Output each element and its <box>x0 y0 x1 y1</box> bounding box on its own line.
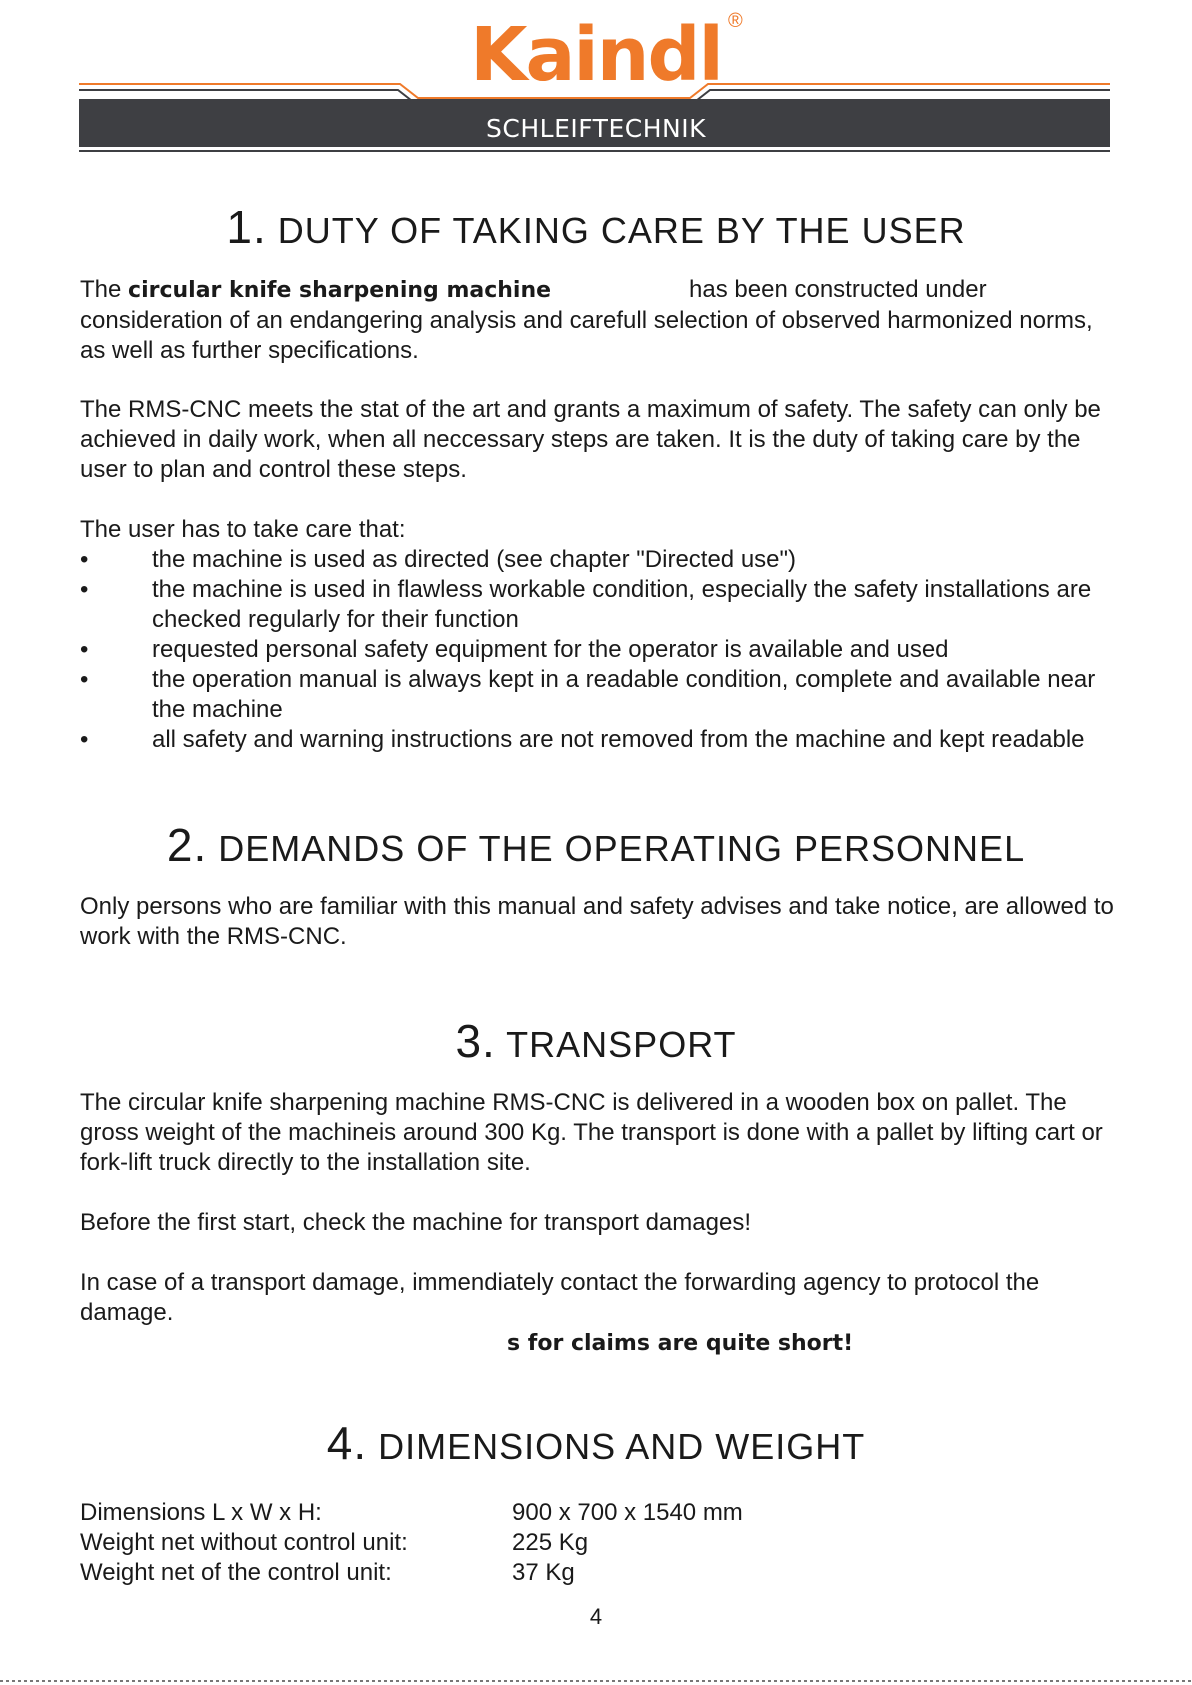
section-4-heading <box>0 1416 1192 1470</box>
spec-key: Weight net of the control unit: <box>80 1559 392 1586</box>
section-3-paragraph-1: The circular knife sharpening machine RMS-CNC is delivered in a wooden box on pallet. The gross weight of the machineis around 300 Kg. The transport is done with a pallet by lifting cart or fork-lift truck directly to the installation site. <box>80 1089 1103 1176</box>
spec-value: 37 Kg <box>512 1559 575 1586</box>
section-3-title: TRANSPORT <box>506 1024 737 1065</box>
brand-logo: Kaindl <box>470 12 722 98</box>
spec-key: Weight net without control unit: <box>80 1529 408 1556</box>
section-3-claims-note <box>507 1328 1007 1359</box>
claims-note-bold: s for claims are quite short! <box>507 1331 854 1356</box>
section-2-paragraph: Only persons who are familiar with this manual and safety advises and take notice, are allowed to work with the RMS-CNC. <box>80 893 1114 950</box>
section-1-paragraph-1 <box>80 275 1120 366</box>
brand-subtitle: SCHLEIFTECHNIK <box>486 114 706 143</box>
registered-mark: ® <box>728 10 743 32</box>
section-1-paragraph-3: The user has to take care that: <box>80 516 406 543</box>
bullet: • <box>80 576 89 603</box>
section-2-title: DEMANDS OF THE OPERATING PERSONNEL <box>218 828 1026 869</box>
section-2-number: 2. <box>166 819 208 871</box>
header-underline <box>79 150 1110 152</box>
user-duties-list <box>80 545 1120 755</box>
bullet: • <box>80 726 89 753</box>
section-3-paragraph-2: Before the first start, check the machine for transport damages! <box>80 1209 751 1236</box>
page-number: 4 <box>589 1604 603 1629</box>
section-1-title: DUTY OF TAKING CARE BY THE USER <box>277 210 966 251</box>
section-1-paragraph-2: The RMS-CNC meets the stat of the art and grants a maximum of safety. The safety can only be achieved in daily work, when all neccessary steps are taken. It is the duty of taking care by the user to plan and control these steps. <box>80 396 1101 483</box>
bullet: • <box>80 666 89 693</box>
section-4-number: 4. <box>326 1417 368 1469</box>
section-3-heading <box>0 1014 1192 1068</box>
spec-value: 900 x 700 x 1540 mm <box>512 1499 743 1526</box>
section-1-number: 1. <box>226 201 267 253</box>
list-item <box>80 575 1120 635</box>
bottom-edge-dots <box>0 1680 1192 1682</box>
section-1-heading <box>0 200 1192 254</box>
list-item <box>80 725 1120 755</box>
p1-prefix: The <box>80 276 129 303</box>
list-item-text: requested personal safety equipment for the operator is available and used <box>152 636 949 663</box>
spec-key: Dimensions L x W x H: <box>80 1499 322 1526</box>
list-item-text: the operation manual is always kept in a readable condition, complete and available near the machine <box>152 666 1096 723</box>
machine-name-bold: circular knife sharpening machine <box>128 278 552 303</box>
bullet: • <box>80 546 89 573</box>
list-item <box>80 635 1120 665</box>
section-4-title: DIMENSIONS AND WEIGHT <box>378 1426 866 1467</box>
section-2-heading <box>0 818 1192 872</box>
header <box>0 0 1192 160</box>
section-3-paragraph-3: In case of a transport damage, immendiately contact the forwarding agency to protocol the damage. <box>80 1269 1040 1326</box>
list-item-text: the machine is used in flawless workable condition, especially the safety installations are checked regularly for their function <box>152 576 1092 633</box>
list-item <box>80 665 1120 725</box>
section-3-number: 3. <box>455 1015 496 1067</box>
bullet: • <box>80 636 89 663</box>
list-item-text: all safety and warning instructions are not removed from the machine and kept readable <box>152 726 1085 753</box>
p1-rest: has been constructed under consideration of an endangering analysis and carefull selection of observed harmonized norms, as well as further specifications. <box>80 276 1093 364</box>
list-item-text: the machine is used as directed (see chapter "Directed use") <box>152 546 797 573</box>
list-item <box>80 545 1120 575</box>
spec-value: 225 Kg <box>512 1529 589 1556</box>
